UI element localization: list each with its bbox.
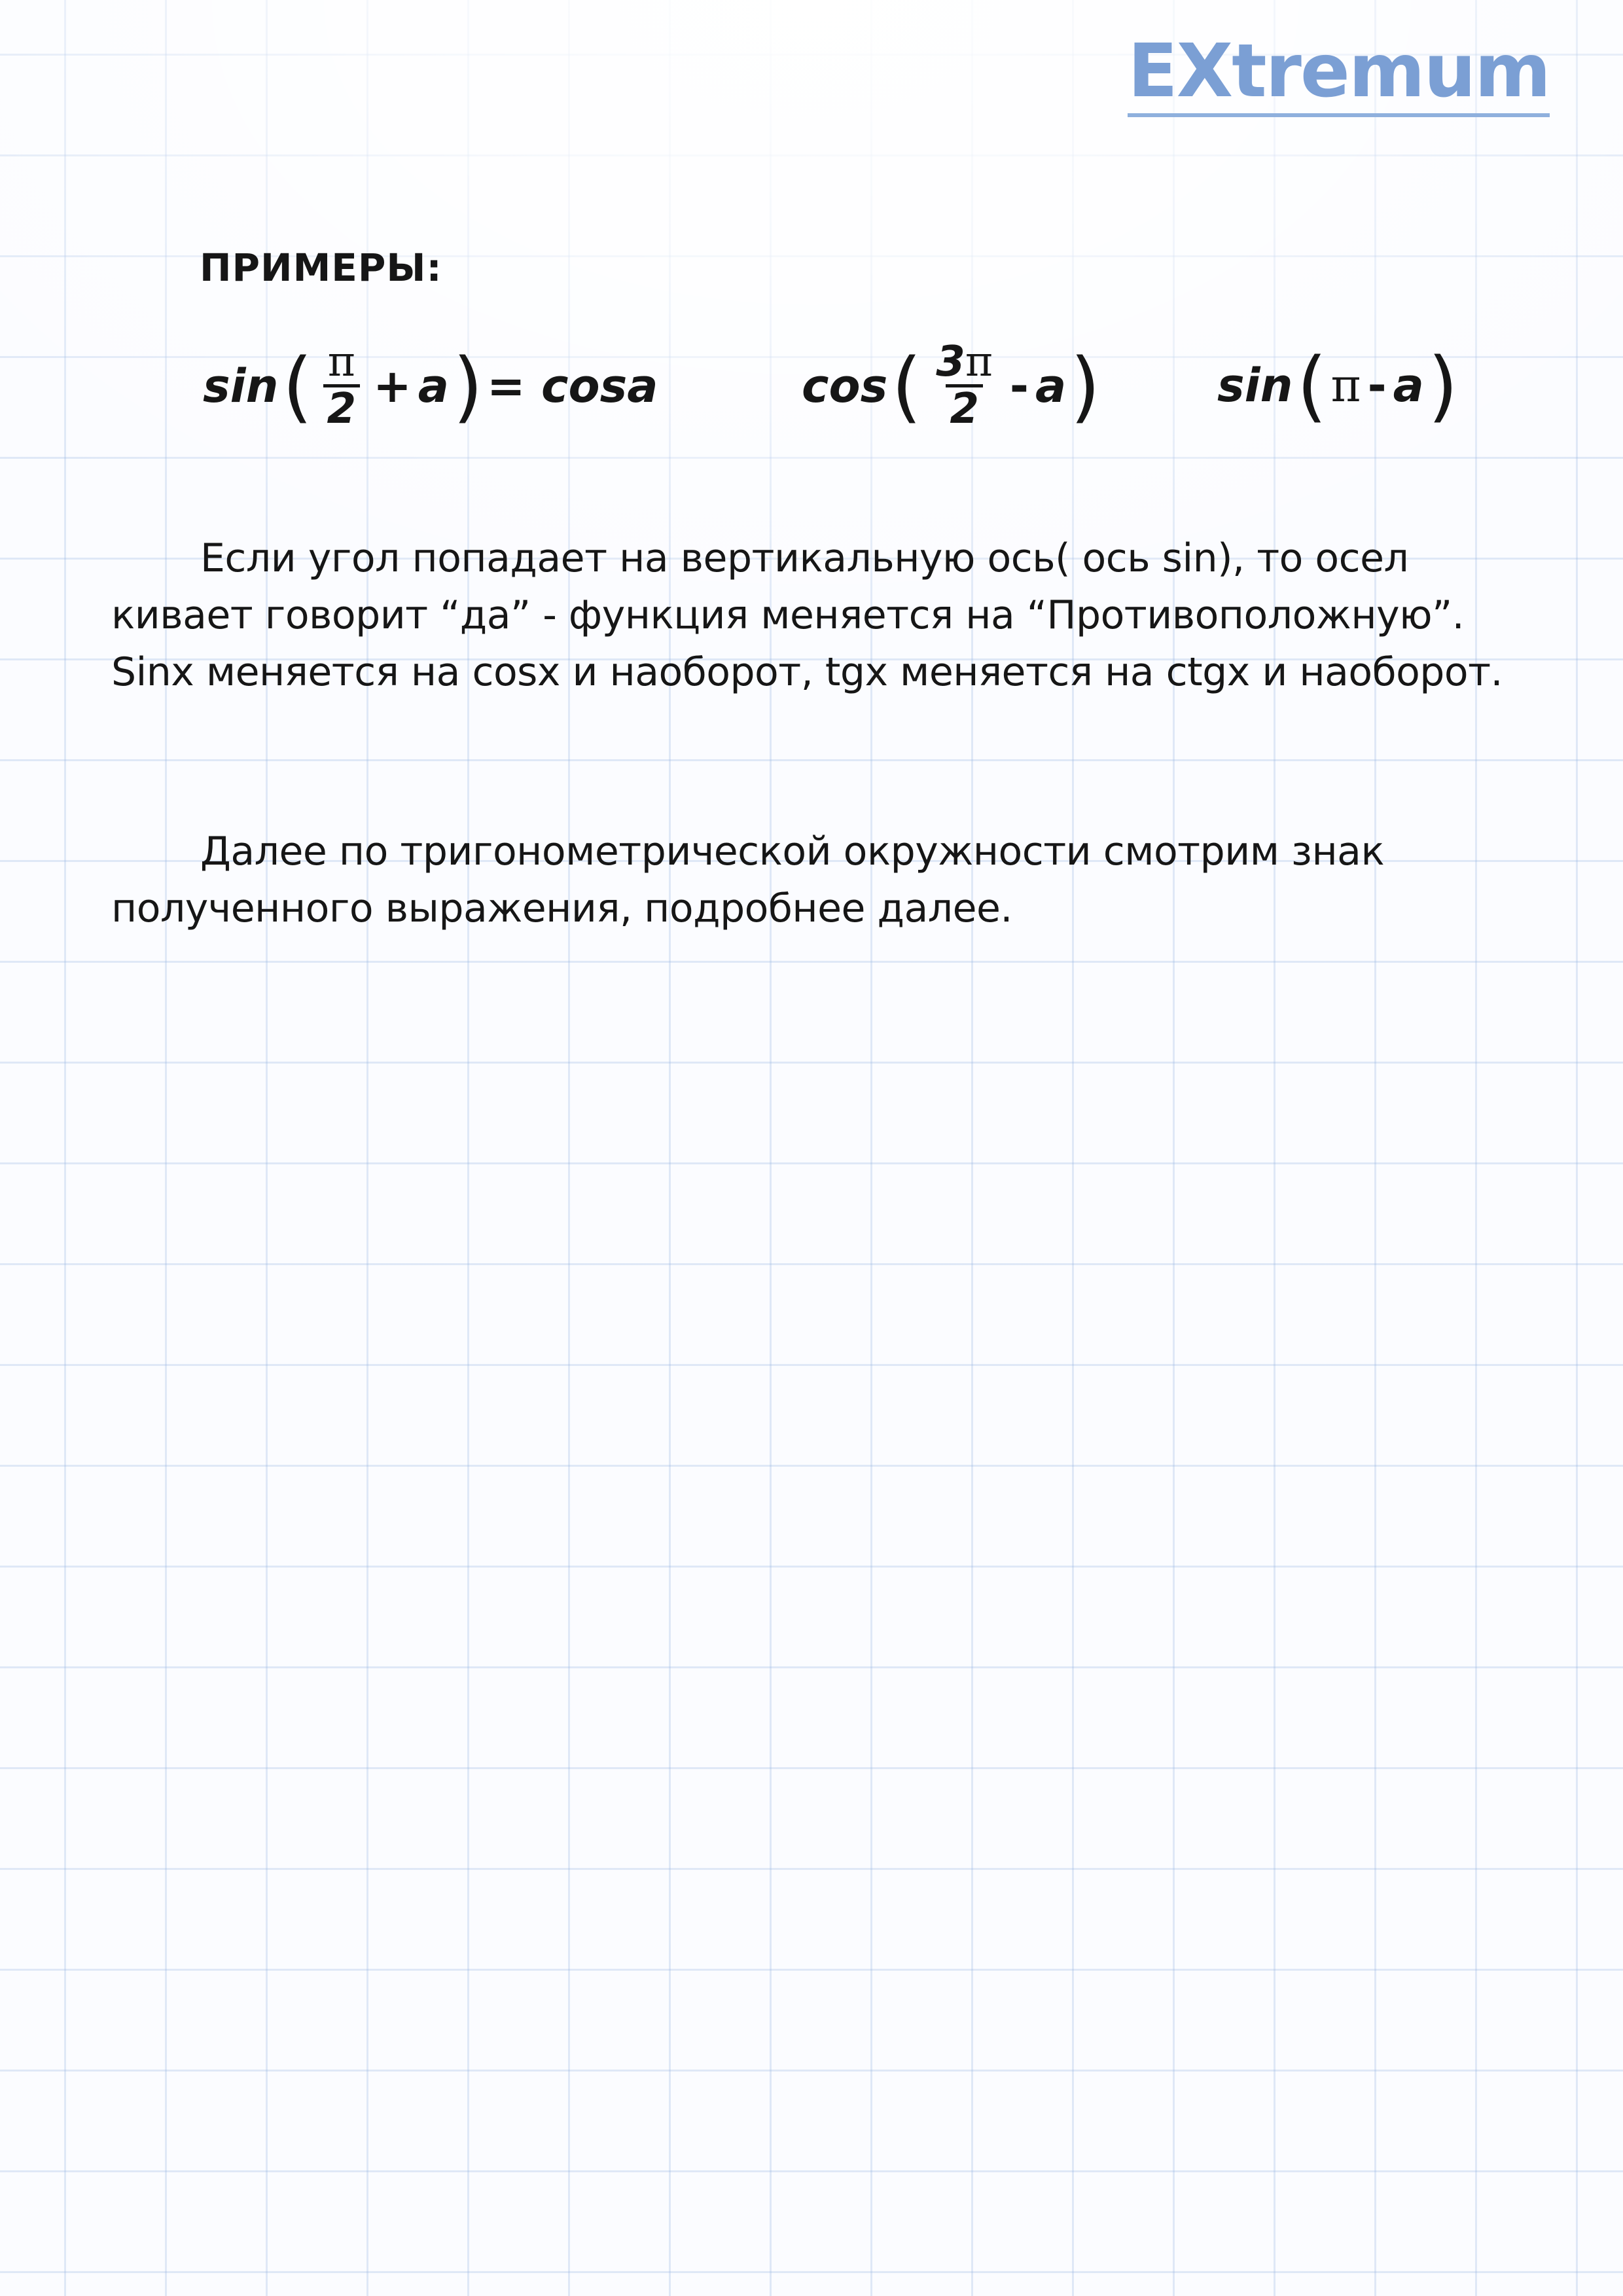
formula-cos-3pi-over-2-minus-a [802, 338, 1104, 434]
formula-function: sin [203, 359, 279, 413]
formula-argument: a [418, 359, 449, 413]
fraction [323, 338, 361, 434]
left-paren: ( [891, 340, 922, 431]
numerator-pi: π [965, 338, 993, 386]
fraction-numerator: π [327, 338, 355, 386]
formula-sin-pi-minus-a [1217, 340, 1462, 431]
sign-paragraph: Далее по тригонометрической окружности смотрим знак полученного выражения, подробнее далее. [111, 829, 1385, 931]
numerator-coefficient: 3 [936, 338, 965, 386]
rule-paragraph: Если угол попадает на вертикальную ось( ось sin), то осел кивает говорит “да” - функция меняется на “Противоположную”. Sinx меняется на cosx и наоборот, tgx меняется на ctgx и наоборот. [111, 535, 1503, 695]
formula-function: cos [802, 359, 888, 413]
formula-function: sin [1217, 359, 1293, 412]
left-paren: ( [1296, 340, 1327, 431]
fraction-denominator: 2 [946, 384, 983, 431]
formula-operator: - [1009, 359, 1029, 413]
formula-operator: - [1367, 359, 1387, 412]
right-paren: ) [1070, 340, 1101, 431]
fraction-denominator: 2 [323, 384, 361, 431]
brand-logo: EXtremum [1128, 31, 1550, 117]
formula-argument: a [1035, 359, 1067, 413]
right-paren: ) [1427, 340, 1458, 431]
formula-argument: a [1393, 359, 1424, 412]
right-paren: ) [452, 340, 484, 431]
left-paren: ( [282, 340, 313, 431]
fraction [932, 338, 997, 434]
examples-heading: ПРИМЕРЫ: [200, 245, 442, 290]
formula-operator: + [373, 359, 412, 413]
fraction-numerator [932, 340, 997, 384]
formula-pi: π [1330, 359, 1361, 412]
formula-result: = cosa [487, 359, 658, 413]
formula-sin-pi-over-2-plus-a [203, 338, 658, 434]
